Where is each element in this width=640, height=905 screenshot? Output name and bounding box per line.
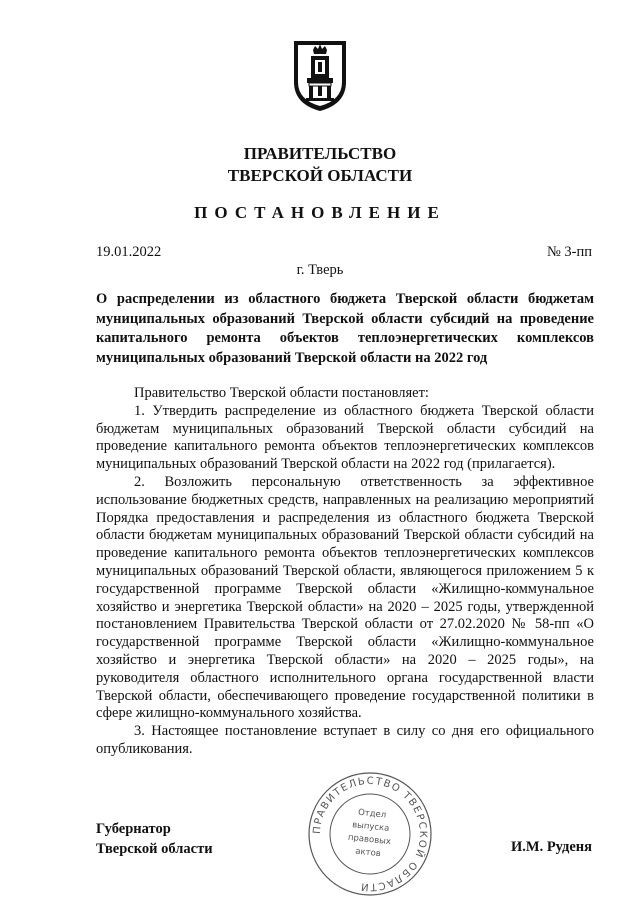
stamp-line-2: выпуска xyxy=(351,820,390,834)
signatory-position xyxy=(96,820,213,859)
document-number: № 3-пп xyxy=(546,244,592,260)
government-name-line1: ПРАВИТЕЛЬСТВО xyxy=(243,144,397,163)
official-stamp xyxy=(306,770,434,898)
tver-coat-of-arms-icon xyxy=(291,38,349,114)
document-subject: О распределении из областного бюджета Тверской области бюджетам муниципальных образований Тверской области субсидий на проведение капитального ремонта объектов теплоэнергетических комплексов муниципальных образований Тверской области на 2022 год xyxy=(96,291,594,366)
body-item-3: 3. Настоящее постановление вступает в силу со дня его официального опубликования. xyxy=(96,723,594,757)
stamp-ring-text: ПРАВИТЕЛЬСТВО ТВЕРСКОЙ ОБЛАСТИ xyxy=(311,775,429,893)
body-item-1: 1. Утвердить распределение из областного бюджета Тверской области бюджетам муниципальных образований Тверской области субсидий на проведение капитального ремонта объектов теплоэнергетических комплексов муниципальных образований Тверской области на 2022 год (прилагается). xyxy=(96,402,594,473)
stamp-line-4: актов xyxy=(354,846,382,860)
document-date: 19.01.2022 xyxy=(96,244,162,260)
document-body xyxy=(96,385,594,759)
signatory-name: И.М. Руденя xyxy=(510,839,592,855)
body-intro: Правительство Тверской области постановляет: xyxy=(134,385,429,401)
stamp-line-1: Отдел xyxy=(357,807,387,821)
body-item-2: 2. Возложить персональную ответственность за эффективное использование бюджетных средств, направленных на реализацию мероприятий Порядка предоставления и распределения из областного бюджета Тверской области бюджетам муниципальных образований Тверской области субсидий на проведение капитального ремонта объектов теплоэнергетических комплексов муниципальных образований Тверской области, являющегося приложением 5 к государственной программе Тверской области «Жилищно-коммунальное хозяйство и энергетика Тверской области» на 2020 – 2025 годы, утвержденной постановлением Правительства Тверской области от 27.02.2020 № 58-пп «О государственной программе Тверской области «Жилищно-коммунальное хозяйство и энергетика Тверской области» на 2020 – 2025 годы», на руководителя областного исполнительного органа государственной власти Тверской области, обеспечивающего проведение государственной политики в сфере жилищно-коммунального хозяйства. xyxy=(96,473,594,722)
government-name-line2: ТВЕРСКОЙ ОБЛАСТИ xyxy=(227,166,413,185)
document-type-title: ПОСТАНОВЛЕНИЕ xyxy=(194,203,446,222)
signatory-position-line1: Губернатор xyxy=(96,821,171,837)
stamp-line-3: правовых xyxy=(347,832,392,848)
document-city: г. Тверь xyxy=(296,262,344,278)
signatory-position-line2: Тверской области xyxy=(96,840,213,857)
